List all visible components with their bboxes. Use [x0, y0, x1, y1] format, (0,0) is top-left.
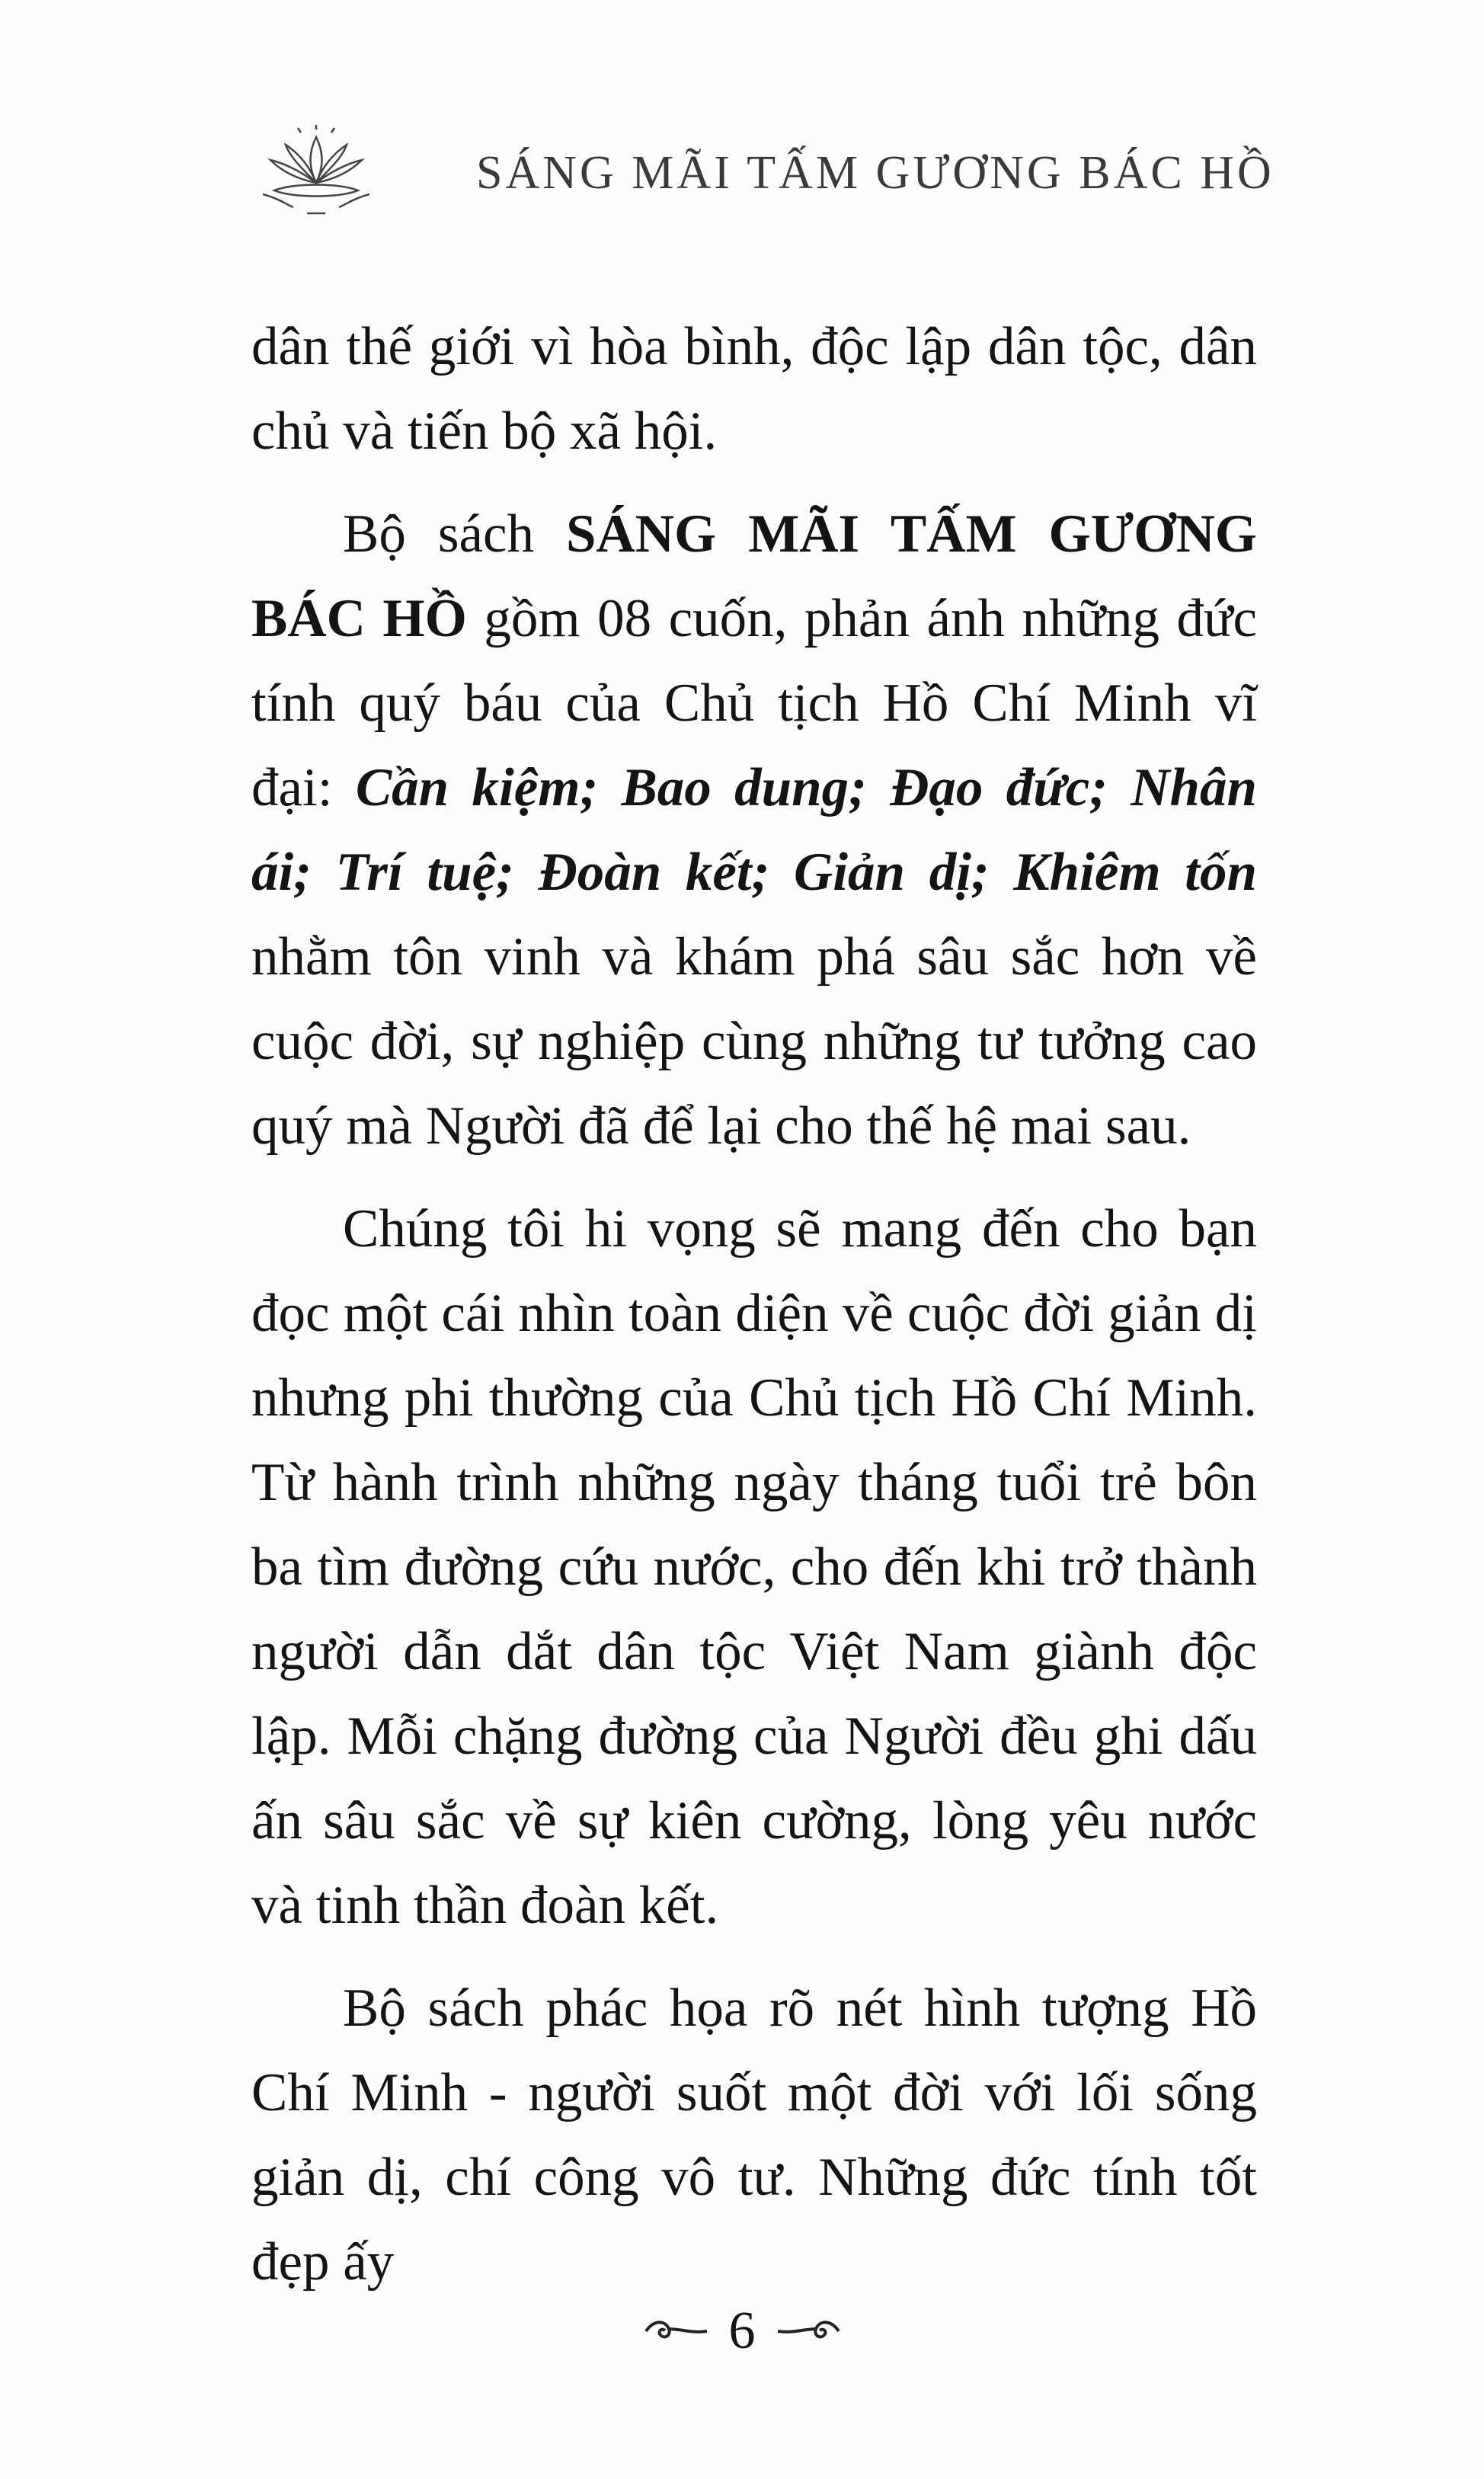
- paragraph-3: Chúng tôi hi vọng sẽ mang đến cho bạn đọc một cái nhìn toàn diện về cuộc đời giản dị nhưng phi thường của Chủ tịch Hồ Chí Minh. Từ hành trình những ngày tháng tuổi trẻ bôn ba tìm đường cứu nước, cho đến khi trở thành người dẫn dắt dân tộc Việt Nam giành độc lập. Mỗi chặng đường của Người đều ghi dấu ấn sâu sắc về sự kiên cường, lòng yêu nước và tinh thần đoàn kết.: [251, 1199, 1257, 1935]
- paragraph-2: [251, 492, 1257, 1169]
- body-text: [251, 305, 1257, 2323]
- paragraph-4: Bộ sách phác họa rõ nét hình tượng Hồ Chí Minh - người suốt một đời với lối sống giản dị, chí công vô tư. Những đức tính tốt đẹp ấy: [251, 1978, 1257, 2292]
- paragraph-2-end: nhằm tôn vinh và khám phá sâu sắc hơn về cuộc đời, sự nghiệp cùng những tư tưởng cao quý mà Người đã để lại cho thế hệ mai sau.: [251, 927, 1257, 1156]
- virtues-list: Cần kiệm; Bao dung; Đạo đức; Nhân ái; Trí tuệ; Đoàn kết; Giản dị; Khiêm tốn: [251, 758, 1257, 902]
- scroll-ornament-icon: [774, 2312, 843, 2350]
- page-footer: [0, 2301, 1484, 2377]
- series-title: SÁNG MÃI TẤM GƯƠNG BÁC HỒ: [251, 504, 1258, 648]
- page-header: [255, 114, 1275, 229]
- paragraph-1: dân thế giới vì hòa bình, độc lập dân tộc, dân chủ và tiến bộ xã hội.: [251, 317, 1257, 461]
- paragraph-2-intro: Bộ sách: [343, 504, 567, 564]
- lotus-icon: [255, 122, 377, 221]
- scroll-ornament-icon: [642, 2312, 711, 2350]
- page-number: 6: [728, 2301, 756, 2360]
- paragraph-2-mid: gồm 08 cuốn, phản ánh những đức tính quý báu của Chủ tịch Hồ Chí Minh vĩ đại:: [251, 589, 1257, 817]
- running-title: SÁNG MÃI TẤM GƯƠNG BÁC HỒ: [476, 147, 1275, 199]
